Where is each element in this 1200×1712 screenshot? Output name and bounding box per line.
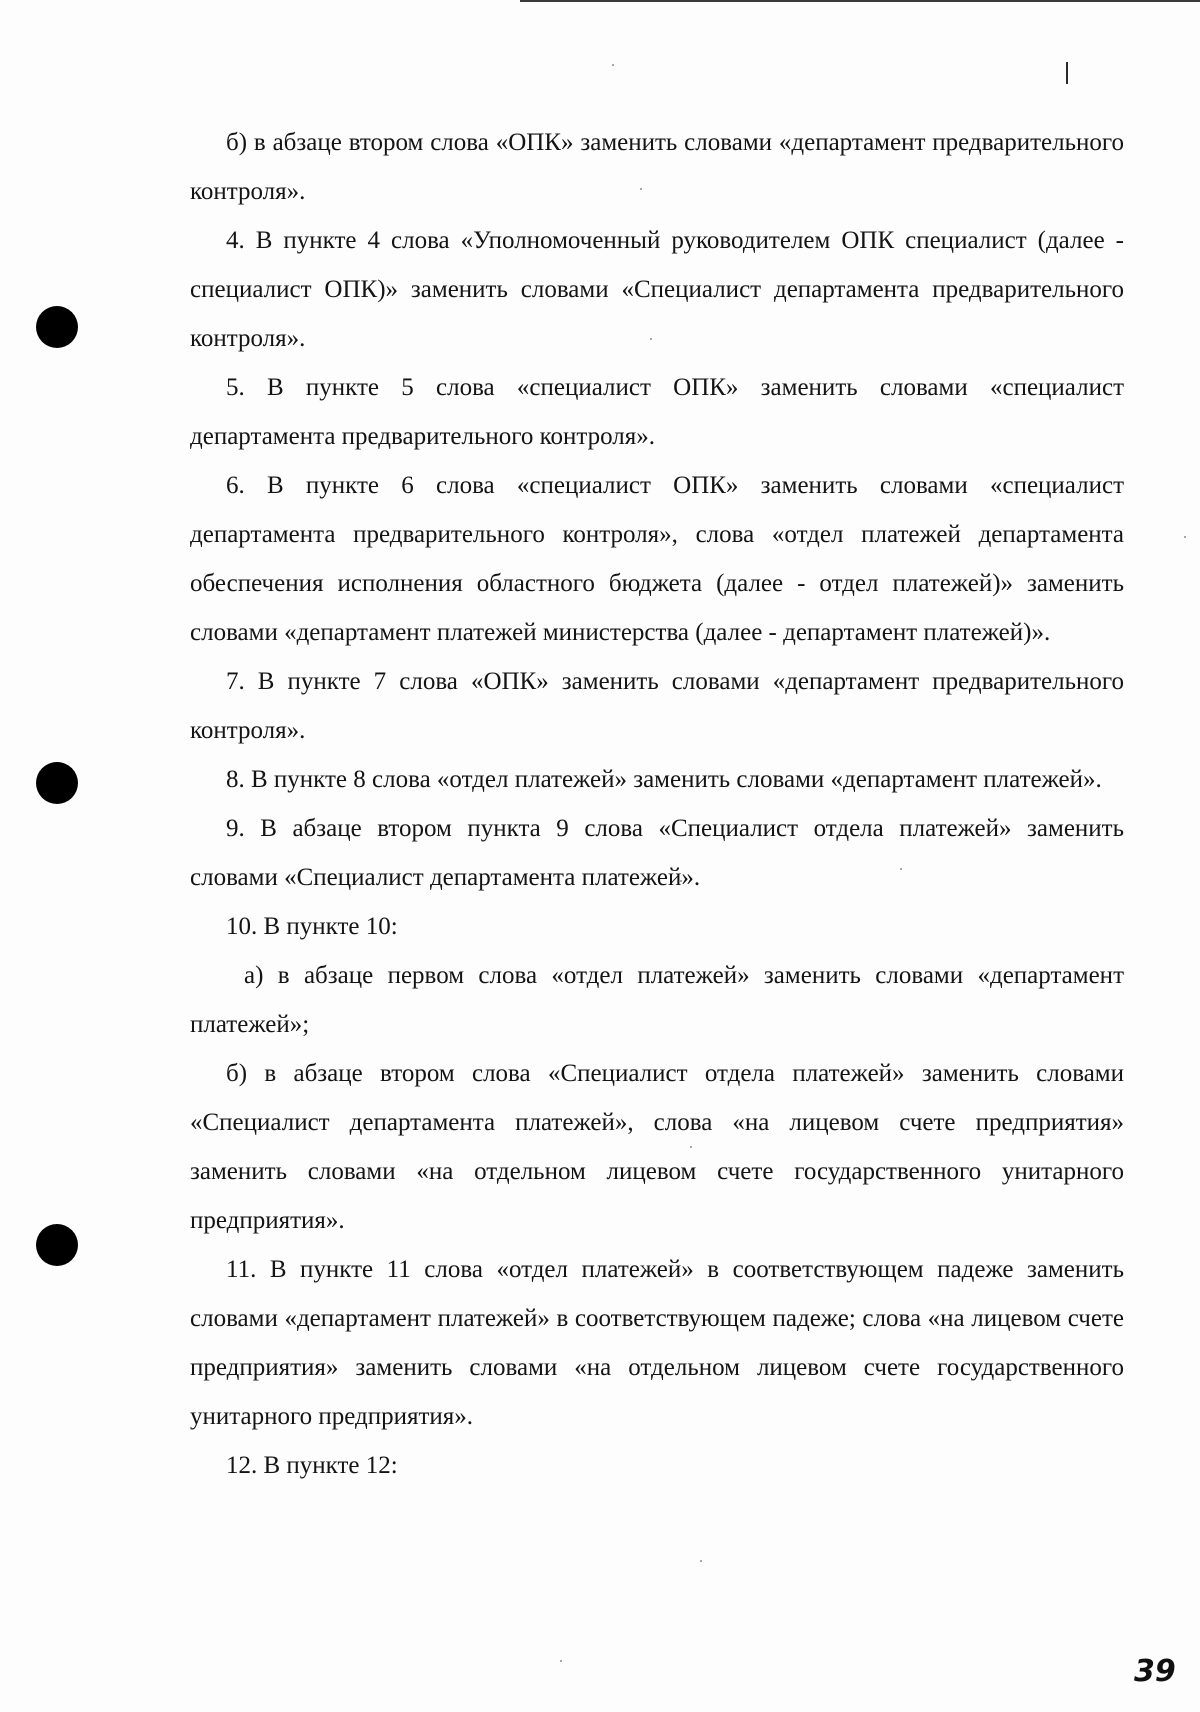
- scan-speck: [1184, 536, 1186, 538]
- document-body: [190, 118, 1124, 1490]
- paragraph-item-10b: б) в абзаце втором слова «Специалист отдела платежей» заменить словами «Специалист департамента платежей», слова «на лицевом счете предприятия» заменить словами «на отдельном лицевом счете государственного унитарного предприятия».: [190, 1060, 1124, 1234]
- punch-hole-icon: [36, 762, 78, 804]
- paragraph-item-6: 6. В пункте 6 слова «специалист ОПК» заменить словами «специалист департамента предварительного контроля», слова «отдел платежей департамента обеспечения исполнения областного бюджета (далее - отдел платежей)» заменить словами «департамент платежей министерства (далее - департамент платежей)».: [190, 472, 1124, 646]
- paragraph-item-9: 9. В абзаце втором пункта 9 слова «Специалист отдела платежей» заменить словами «Специалист департамента платежей».: [190, 815, 1124, 891]
- punch-hole-icon: [36, 306, 78, 348]
- paragraph-3b: б) в абзаце втором слова «ОПК» заменить словами «департамент предварительного контроля».: [190, 129, 1124, 205]
- scan-mark: [1066, 62, 1068, 84]
- paragraph-item-7: 7. В пункте 7 слова «ОПК» заменить словами «департамент предварительного контроля».: [190, 668, 1124, 744]
- paragraph-item-8: 8. В пункте 8 слова «отдел платежей» заменить словами «департамент платежей».: [226, 766, 1102, 793]
- paragraph-item-10a: а) в абзаце первом слова «отдел платежей» заменить словами «департамент платежей»;: [190, 962, 1124, 1038]
- paragraph-item-12: 12. В пункте 12:: [226, 1452, 398, 1479]
- paragraph-item-4: 4. В пункте 4 слова «Уполномоченный руководителем ОПК специалист (далее - специалист ОПК)» заменить словами «Специалист департамента предварительного контроля».: [190, 227, 1124, 352]
- scan-speck: [612, 64, 614, 66]
- scan-speck: [700, 1560, 702, 1562]
- paragraph-item-10: 10. В пункте 10:: [226, 913, 398, 940]
- paragraph-item-11: 11. В пункте 11 слова «отдел платежей» в соответствующем падеже заменить словами «департамент платежей» в соответствующем падеже; слова «на лицевом счете предприятия» заменить словами «на отдельном лицевом счете государственного унитарного предприятия».: [190, 1256, 1124, 1430]
- scan-speck: [560, 1660, 562, 1662]
- punch-hole-icon: [36, 1224, 78, 1266]
- scan-edge-line: [520, 0, 1200, 2]
- paragraph-item-5: 5. В пункте 5 слова «специалист ОПК» заменить словами «специалист департамента предварительного контроля».: [190, 374, 1124, 450]
- page-number: 39: [1134, 1654, 1176, 1689]
